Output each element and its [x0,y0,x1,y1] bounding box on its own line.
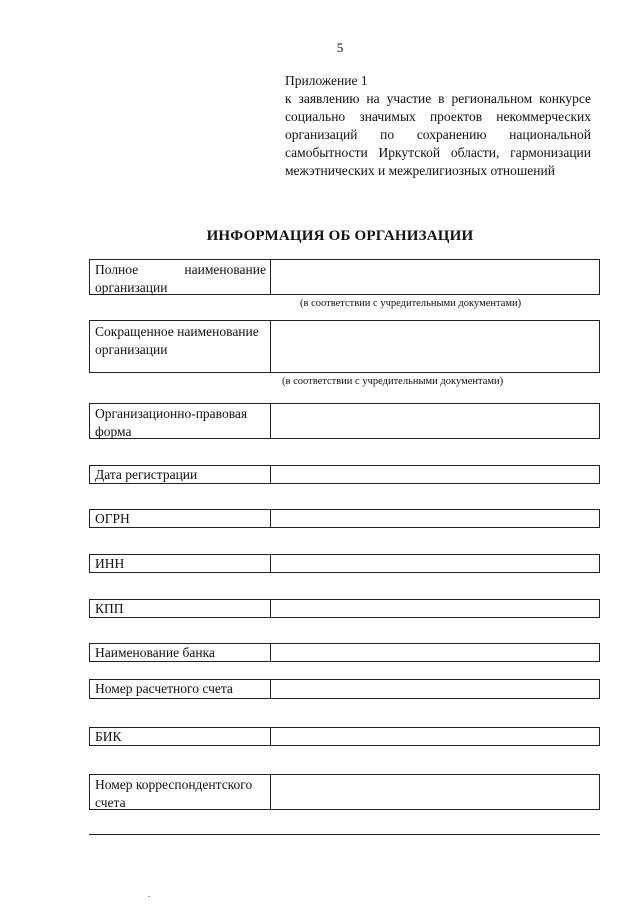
field-label: Наименование банка [90,644,271,661]
appendix-header [285,72,591,180]
field-kpp [89,599,600,618]
full-name-input[interactable] [271,260,599,294]
ogrn-input[interactable] [271,510,599,527]
field-label: ИНН [90,555,271,572]
document-title: ИНФОРМАЦИЯ ОБ ОРГАНИЗАЦИИ [206,228,474,244]
field-inn [89,554,600,573]
field-label: Сокращенное наименование организации [90,321,271,372]
field-account-number [89,679,600,699]
short-name-input[interactable] [271,321,599,372]
field-label: Полное наименование организации [90,260,271,294]
bottom-rule [89,834,600,835]
kpp-input[interactable] [271,600,599,617]
appendix-title: Приложение 1 [285,73,368,88]
page-number: 5 [336,40,344,55]
appendix-text: к заявлению на участие в региональном конкурсе социально значимых проектов некоммерческих организаций по сохранению национальной самобытности Иркутской области, гармонизации межэтнических и межрелигиозных отношений [285,91,591,178]
scan-artifact [148,896,150,897]
correspondent-account-input[interactable] [271,775,599,809]
field-correspondent-account [89,774,600,810]
bik-input[interactable] [271,728,599,745]
field-label: БИК [90,728,271,745]
field-label: Номер корреспондентского счета [90,775,271,809]
field-label: Дата регистрации [90,466,271,483]
field-bik [89,727,600,746]
bank-name-input[interactable] [271,644,599,661]
field-bank-name [89,643,600,662]
field-label: Номер расчетного счета [90,680,271,698]
field-label: ОГРН [90,510,271,527]
field-legal-form [89,403,600,439]
field-label: Организационно-правовая форма [90,404,271,438]
account-number-input[interactable] [271,680,599,698]
field-note: (в соответствии с учредительными документами) [282,376,504,387]
field-short-name [89,320,600,388]
field-label: КПП [90,600,271,617]
field-full-name [89,259,600,310]
inn-input[interactable] [271,555,599,572]
field-note: (в соответствии с учредительными документами) [300,298,522,309]
legal-form-input[interactable] [271,404,599,438]
field-ogrn [89,509,600,528]
registration-date-input[interactable] [271,466,599,483]
field-registration-date [89,465,600,484]
